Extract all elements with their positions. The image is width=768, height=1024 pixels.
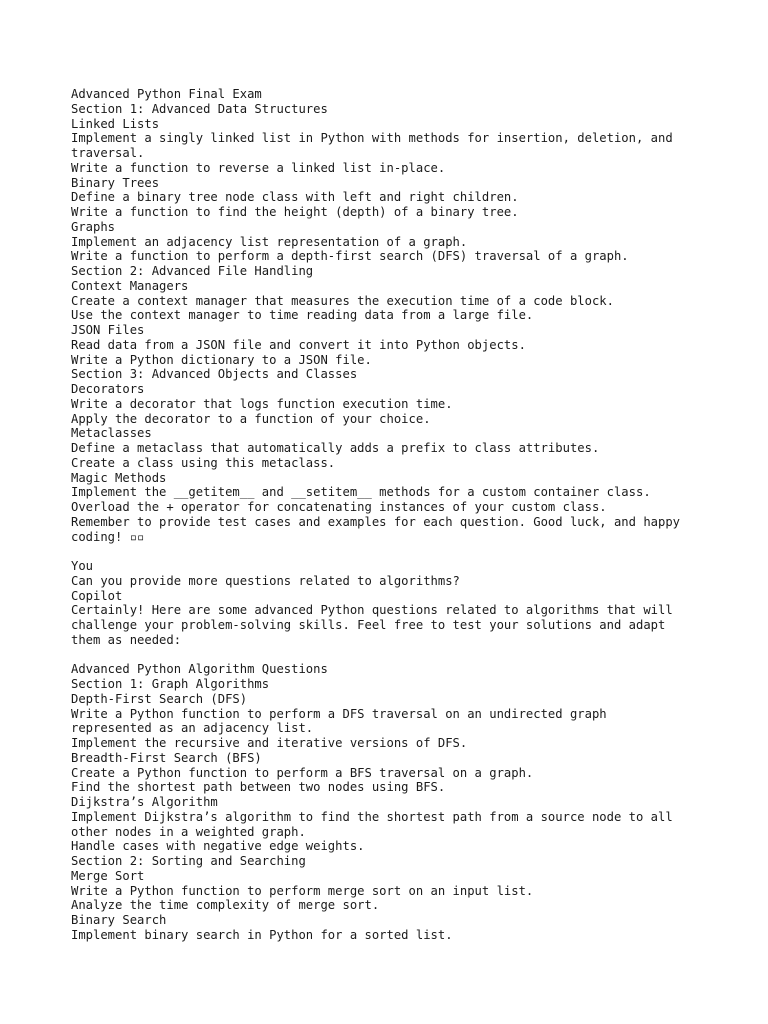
text-line: Remember to provide test cases and examples for each question. Good luck, and happy	[71, 514, 681, 529]
text-line: Implement Dijkstra’s algorithm to find the shortest path from a source node to all	[71, 809, 673, 824]
text-line: Define a binary tree node class with left and right children.	[71, 190, 519, 205]
text-line: Write a function to find the height (depth) of a binary tree.	[71, 205, 519, 219]
text-line: Write a Python function to perform a DFS traversal on an undirected graph	[71, 706, 607, 721]
text-line: Binary Search	[71, 913, 167, 927]
text-line: coding! ▫▫	[71, 529, 145, 544]
text-line: Section 1: Graph Algorithms	[71, 677, 270, 691]
document-body	[71, 87, 731, 943]
text-line: represented as an adjacency list.	[71, 721, 314, 736]
text-line: Decorators	[71, 382, 145, 396]
text-line: Metaclasses	[71, 426, 152, 441]
text-line: Breadth-First Search (BFS)	[71, 750, 262, 765]
text-line: Dijkstra’s Algorithm	[71, 795, 218, 809]
text-line: Create a context manager that measures the execution time of a code block.	[71, 293, 614, 308]
text-line: Implement binary search in Python for a sorted list.	[71, 927, 453, 942]
text-line: Write a function to reverse a linked list in-place.	[71, 160, 446, 175]
text-line: Overload the + operator for concatenating instances of your custom class.	[71, 500, 607, 514]
text-line: Section 1: Advanced Data Structures	[71, 101, 328, 116]
text-line: Implement a singly linked list in Python with methods for insertion, deletion, and	[71, 131, 673, 146]
text-line: Implement the __getitem__ and __setitem__ methods for a custom container class.	[71, 485, 651, 500]
text-line: You	[71, 559, 94, 573]
text-line: Write a function to perform a depth-first search (DFS) traversal of a graph.	[71, 249, 629, 264]
text-line: Handle cases with negative edge weights.	[71, 839, 365, 854]
text-line: Use the context manager to time reading data from a large file.	[71, 308, 534, 323]
text-line: Depth-First Search (DFS)	[71, 691, 248, 706]
text-line: Section 2: Advanced File Handling	[71, 264, 314, 278]
text-line: Find the shortest path between two nodes using BFS.	[71, 780, 446, 795]
text-line: them as needed:	[71, 632, 182, 647]
text-line: Apply the decorator to a function of your choice.	[71, 411, 431, 426]
text-line: Magic Methods	[71, 470, 167, 485]
text-line: JSON Files	[71, 323, 145, 337]
text-line: Define a metaclass that automatically adds a prefix to class attributes.	[71, 441, 600, 455]
blank-line	[71, 544, 731, 559]
text-line: Can you provide more questions related to algorithms?	[71, 573, 460, 588]
text-line: Section 3: Advanced Objects and Classes	[71, 367, 358, 382]
text-line: Read data from a JSON file and convert it into Python objects.	[71, 337, 526, 352]
text-line: Write a decorator that logs function execution time.	[71, 396, 453, 411]
text-line: Advanced Python Final Exam	[71, 87, 262, 101]
text-line: Binary Trees	[71, 175, 160, 190]
text-line: Analyze the time complexity of merge sort.	[71, 898, 380, 913]
text-line: Merge Sort	[71, 868, 145, 883]
text-line: challenge your problem-solving skills. Feel free to test your solutions and adapt	[71, 618, 666, 632]
text-line: traversal.	[71, 146, 145, 160]
text-line: Certainly! Here are some advanced Python questions related to algorithms that will	[71, 603, 673, 618]
text-line: Write a Python function to perform merge sort on an input list.	[71, 883, 534, 898]
text-line: Copilot	[71, 588, 123, 603]
text-line: Section 2: Sorting and Searching	[71, 854, 306, 868]
text-line: Graphs	[71, 219, 116, 234]
text-line: Linked Lists	[71, 116, 160, 131]
text-line: Create a class using this metaclass.	[71, 455, 336, 470]
text-line: Implement the recursive and iterative versions of DFS.	[71, 736, 468, 750]
text-line: Implement an adjacency list representation of a graph.	[71, 234, 468, 249]
text-line: Context Managers	[71, 278, 189, 293]
blank-line	[71, 648, 731, 663]
text-line: other nodes in a weighted graph.	[71, 824, 306, 839]
text-line: Write a Python dictionary to a JSON file.	[71, 352, 372, 367]
text-line: Create a Python function to perform a BFS traversal on a graph.	[71, 765, 534, 780]
text-line: Advanced Python Algorithm Questions	[71, 662, 328, 677]
